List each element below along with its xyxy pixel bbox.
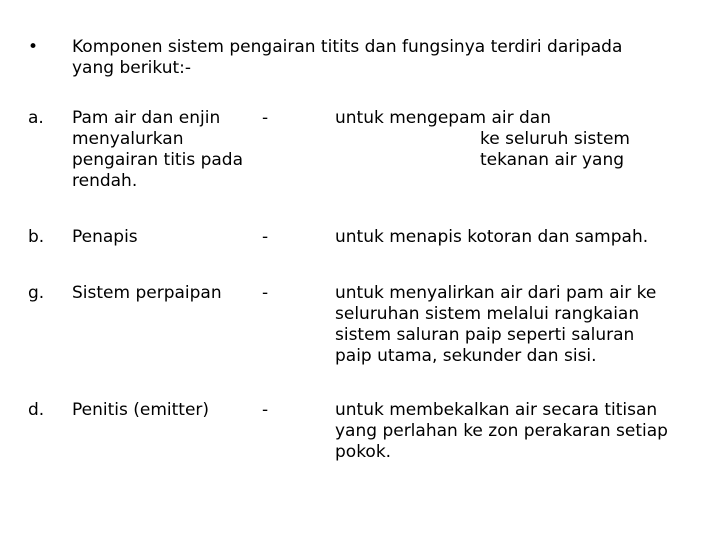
item-b-marker: b. bbox=[28, 227, 45, 247]
item-a-name-line-1: Pam air dan enjin bbox=[72, 108, 221, 128]
item-g-desc-line-3: sistem saluran paip seperti saluran bbox=[335, 325, 635, 345]
item-a-desc-line-2: ke seluruh sistem bbox=[480, 129, 630, 149]
item-b-dash: - bbox=[262, 227, 269, 247]
item-d-desc-line-1: untuk membekalkan air secara titisan bbox=[335, 400, 658, 420]
item-a-name-line-2: menyalurkan bbox=[72, 129, 184, 149]
item-a-name-line-3: pengairan titis pada bbox=[72, 150, 243, 170]
item-b-name-line-1: Penapis bbox=[72, 227, 138, 247]
item-d-marker: d. bbox=[28, 400, 45, 420]
item-d-desc-line-2: yang perlahan ke zon perakaran setiap bbox=[335, 421, 668, 441]
item-g-desc-line-1: untuk menyalirkan air dari pam air ke bbox=[335, 283, 657, 303]
item-d-name-line-1: Penitis (emitter) bbox=[72, 400, 210, 420]
item-a-dash: - bbox=[262, 108, 269, 128]
item-g-marker: g. bbox=[28, 283, 45, 303]
intro-line-1: Komponen sistem pengairan titits dan fungsinya terdiri daripada bbox=[72, 37, 623, 57]
item-g-desc-line-4: paip utama, sekunder dan sisi. bbox=[335, 346, 597, 366]
item-b-desc-line-1: untuk menapis kotoran dan sampah. bbox=[335, 227, 649, 247]
intro-line-2: yang berikut:- bbox=[72, 58, 192, 78]
bullet-marker: • bbox=[28, 37, 39, 57]
item-g-desc-line-2: seluruhan sistem melalui rangkaian bbox=[335, 304, 640, 324]
item-d-dash: - bbox=[262, 400, 269, 420]
item-a-name-line-4: rendah. bbox=[72, 171, 138, 191]
item-g-dash: - bbox=[262, 283, 269, 303]
item-a-marker: a. bbox=[28, 108, 44, 128]
item-a-desc-line-3: tekanan air yang bbox=[480, 150, 625, 170]
item-a-desc-line-1: untuk mengepam air dan bbox=[335, 108, 551, 128]
item-g-name-line-1: Sistem perpaipan bbox=[72, 283, 222, 303]
item-d-desc-line-3: pokok. bbox=[335, 442, 392, 462]
